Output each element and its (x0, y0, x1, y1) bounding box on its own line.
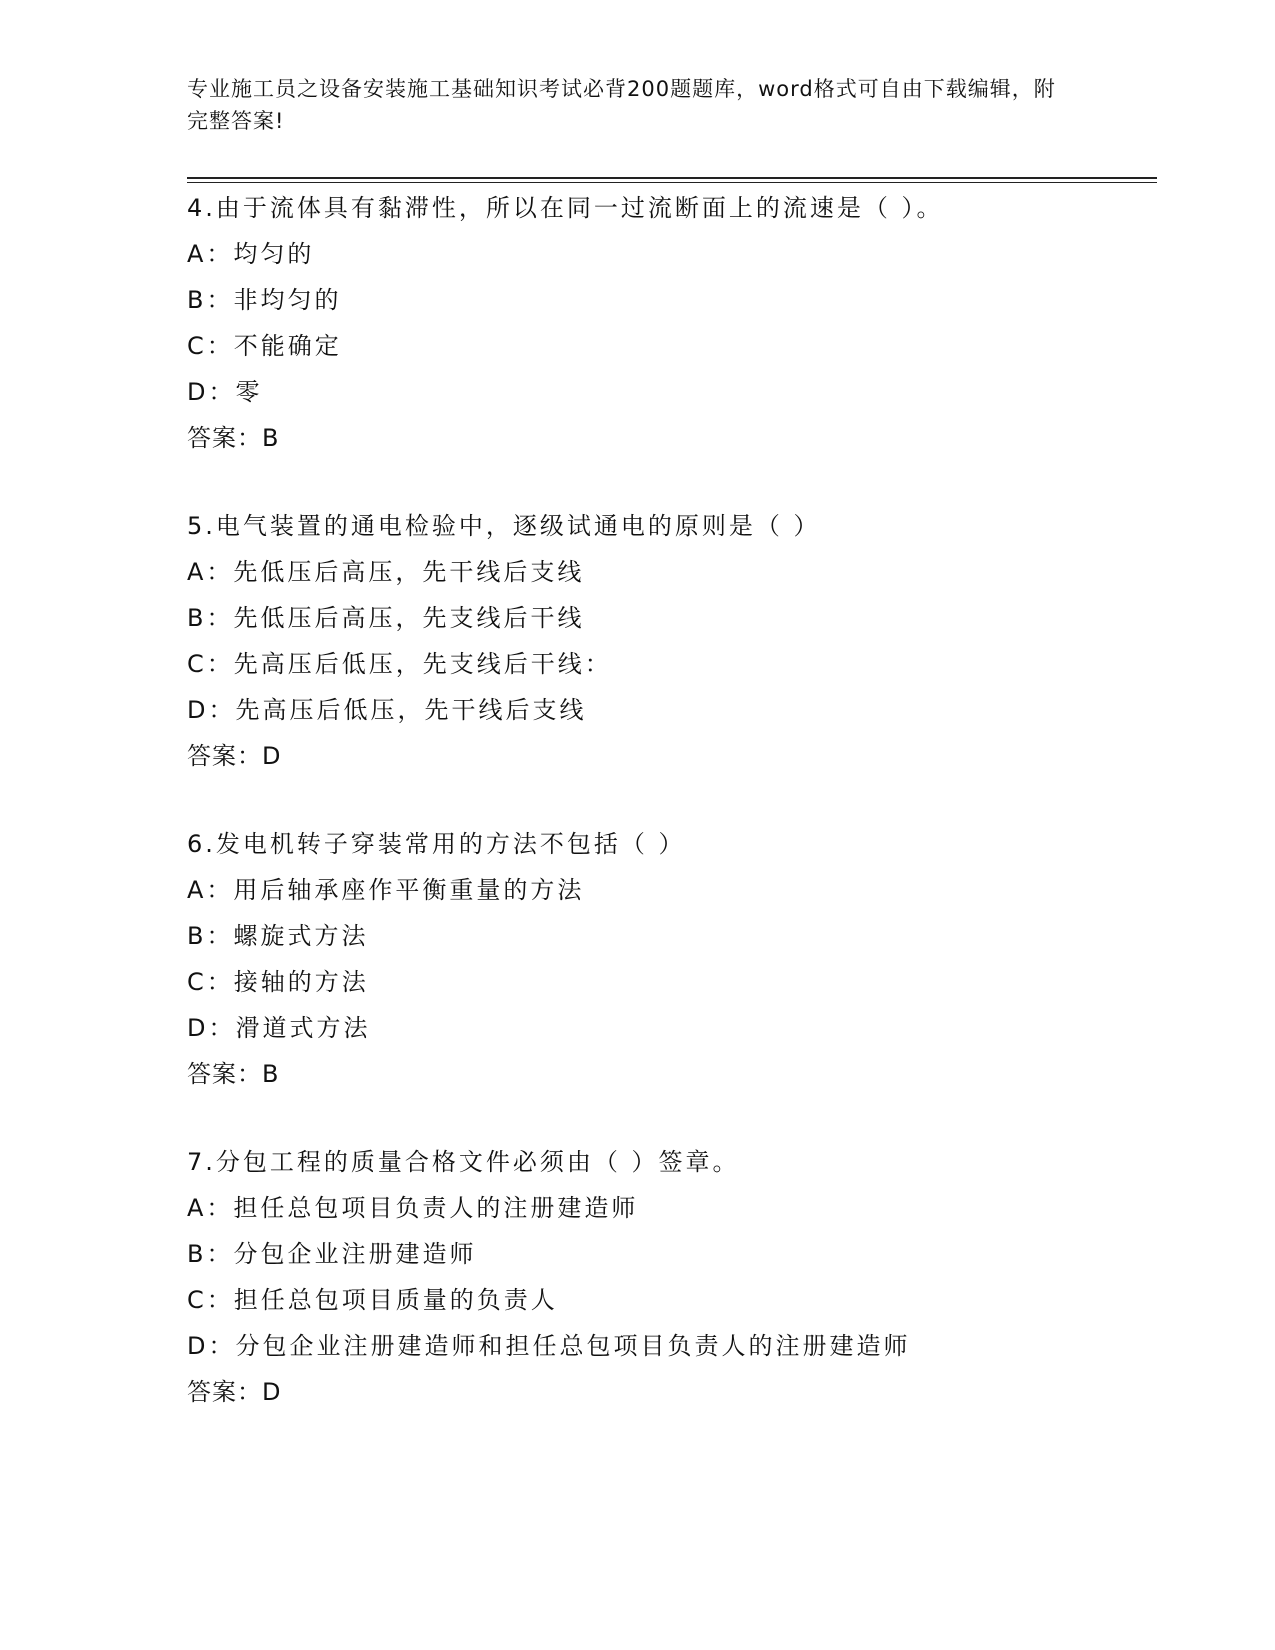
question-block (187, 1139, 1187, 1415)
option-b: B：非均匀的 (187, 286, 342, 314)
header-divider (187, 177, 1157, 183)
option-a: A：用后轴承座作平衡重量的方法 (187, 876, 585, 904)
option-a: A：先低压后高压，先干线后支线 (187, 558, 585, 586)
option-b: B：螺旋式方法 (187, 922, 369, 950)
option-a: A：担任总包项目负责人的注册建造师 (187, 1194, 639, 1222)
question-stem: 7.分包工程的质量合格文件必须由（ ）签章。 (187, 1148, 740, 1176)
option-d: D：滑道式方法 (187, 1014, 371, 1042)
question-block (187, 821, 1187, 1097)
question-stem: 4.由于流体具有黏滞性，所以在同一过流断面上的流速是（ ）。 (187, 194, 944, 222)
option-b: B：先低压后高压，先支线后干线 (187, 604, 585, 632)
option-c: C：不能确定 (187, 332, 342, 360)
option-d: D：分包企业注册建造师和担任总包项目负责人的注册建造师 (187, 1332, 911, 1360)
question-stem: 6.发电机转子穿装常用的方法不包括（ ） (187, 830, 686, 858)
option-c: C：担任总包项目质量的负责人 (187, 1286, 558, 1314)
option-c: C：接轴的方法 (187, 968, 369, 996)
option-c: C：先高压后低压，先支线后干线： (187, 650, 612, 678)
option-d: D：先高压后低压，先干线后支线 (187, 696, 587, 724)
question-stem: 5.电气装置的通电检验中，逐级试通电的原则是（ ） (187, 512, 821, 540)
answer-line: 答案：D (187, 742, 282, 770)
answer-line: 答案：D (187, 1378, 282, 1406)
option-d: D：零 (187, 378, 263, 406)
answer-line: 答案：B (187, 424, 280, 452)
option-b: B：分包企业注册建造师 (187, 1240, 477, 1268)
document-title: 专业施工员之设备安装施工基础知识考试必背200题题库，word格式可自由下载编辑，附完整答案! (187, 77, 1056, 133)
answer-line: 答案：B (187, 1060, 280, 1088)
question-block (187, 185, 1187, 461)
question-block (187, 503, 1187, 779)
option-a: A：均匀的 (187, 240, 315, 268)
